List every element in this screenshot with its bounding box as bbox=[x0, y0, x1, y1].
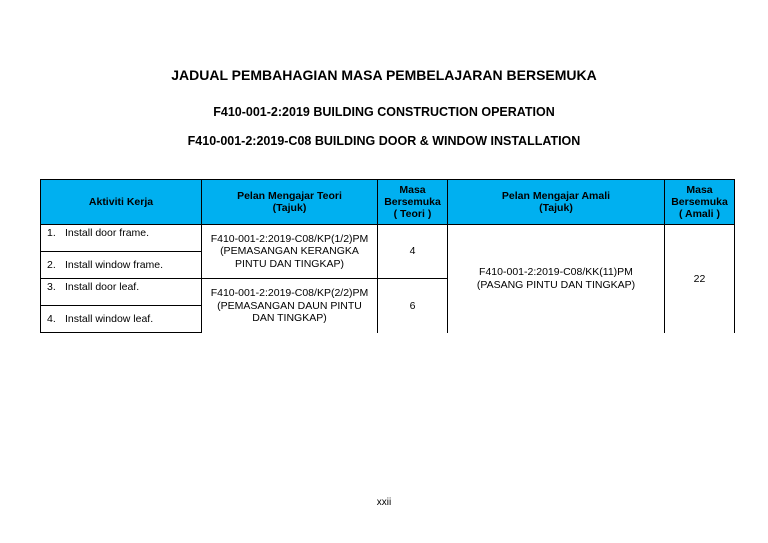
activity-cell: 2. Install window frame. bbox=[41, 252, 202, 279]
activity-cell: 1. Install door frame. bbox=[41, 225, 202, 252]
schedule-table bbox=[40, 179, 735, 333]
masa-amali-cell: 22 bbox=[665, 225, 735, 333]
table-header-row bbox=[41, 180, 735, 225]
amali-plan-cell: F410-001-2:2019-C08/KK(11)PM (PASANG PINTU DAN TINGKAP) bbox=[448, 225, 665, 333]
activity-cell: 4. Install window leaf. bbox=[41, 306, 202, 333]
header-aktiviti-kerja: Aktiviti Kerja bbox=[41, 180, 202, 225]
masa-teori-cell: 4 bbox=[378, 225, 448, 279]
header-masa-amali: Masa Bersemuka ( Amali ) bbox=[665, 180, 735, 225]
page-number: xxii bbox=[376, 497, 392, 508]
document-subtitle-unit: F410-001-2:2019-C08 BUILDING DOOR & WINDOW INSTALLATION bbox=[187, 134, 581, 148]
header-masa-teori: Masa Bersemuka ( Teori ) bbox=[378, 180, 448, 225]
teori-plan-cell: F410-001-2:2019-C08/KP(2/2)PM (PEMASANGAN DAUN PINTU DAN TINGKAP) bbox=[202, 279, 378, 333]
document-title: JADUAL PEMBAHAGIAN MASA PEMBELAJARAN BERSEMUKA bbox=[171, 67, 597, 83]
header-pelan-teori: Pelan Mengajar Teori (Tajuk) bbox=[202, 180, 378, 225]
header-pelan-amali: Pelan Mengajar Amali (Tajuk) bbox=[448, 180, 665, 225]
teori-plan-cell: F410-001-2:2019-C08/KP(1/2)PM (PEMASANGAN KERANGKA PINTU DAN TINGKAP) bbox=[202, 225, 378, 279]
document-subtitle-program: F410-001-2:2019 BUILDING CONSTRUCTION OPERATION bbox=[213, 105, 555, 119]
activity-cell: 3. Install door leaf. bbox=[41, 279, 202, 306]
masa-teori-cell: 6 bbox=[378, 279, 448, 333]
table-row bbox=[41, 225, 735, 252]
